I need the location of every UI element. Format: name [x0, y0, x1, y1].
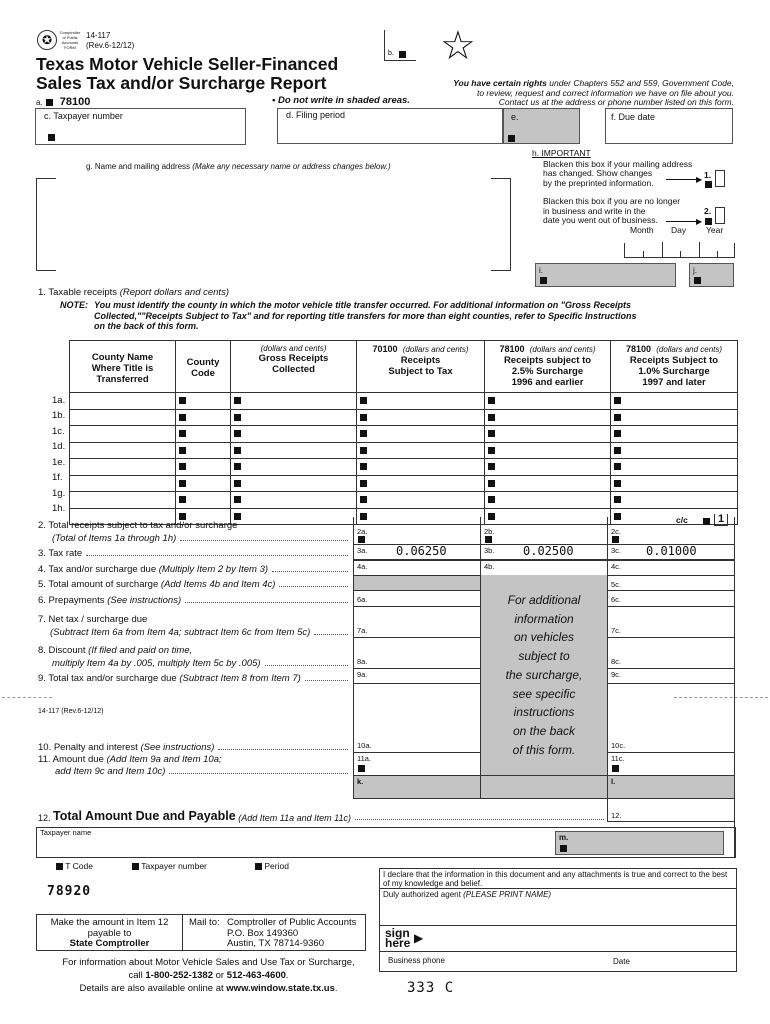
cell-5a-shaded: [353, 575, 481, 591]
surcharge-10-input[interactable]: [611, 393, 738, 410]
rights-notice: [453, 79, 734, 108]
line-7-label: 7. Net tax / surcharge due: [38, 614, 148, 625]
line-11-hint: add Item 9c and Item 10c): [38, 766, 350, 777]
cut-line-left: [2, 697, 52, 698]
address-changed-block: Blacken this box if your mailing address has changed. Show changes by the preprinted information. 1. ▶: [532, 160, 742, 189]
col-gross-receipts: (dollars and cents) Gross Receipts Collected: [231, 341, 357, 393]
mailing-address-area[interactable]: [36, 178, 511, 271]
form-number: 14-117: [86, 31, 111, 40]
address-changed-checkbox[interactable]: [715, 170, 725, 187]
taxpayer-name-label: Taxpayer name: [40, 828, 92, 837]
cell-9a[interactable]: 9a.: [353, 668, 481, 684]
phone-2: 512-463-4600: [226, 970, 286, 981]
line-9-label: 9. Total tax and/or surcharge due (Subtract Item 8 from Item 7): [38, 673, 350, 684]
field-e-label: e.: [511, 112, 519, 122]
col-surcharge-1-0: 78100 (dollars and cents) Receipts Subject to 1.0% Surcharge 1997 and later: [611, 341, 738, 393]
mailing-address-label-text: g. Name and mailing address: [86, 162, 191, 171]
table-row: [70, 492, 738, 509]
cc-value: 1: [714, 514, 728, 526]
field-b-box[interactable]: [384, 30, 416, 61]
field-j-marker: [694, 277, 701, 284]
agency-seal: [37, 30, 57, 50]
gross-receipts-input[interactable]: [231, 459, 357, 476]
cell-2a[interactable]: 2a.: [353, 517, 481, 545]
cell-6c[interactable]: 6c.: [607, 590, 735, 607]
cell-l-shaded: l.: [607, 775, 735, 799]
county-code-input[interactable]: [176, 426, 231, 443]
tax-rate-a: 0.06250: [396, 544, 447, 558]
county-name-input[interactable]: [70, 475, 176, 492]
agent-name-field[interactable]: Duly authorized agent (PLEASE PRINT NAME): [380, 889, 736, 926]
arrow-icon: [666, 221, 700, 222]
line-6-label: 6. Prepayments (See instructions): [38, 595, 350, 606]
line-2-hint: (Total of Items 1a through 1h): [38, 533, 350, 544]
surcharge-25-input[interactable]: [485, 475, 611, 492]
table-row: [70, 426, 738, 443]
field-e-marker: [508, 135, 515, 142]
out-of-business-checkbox[interactable]: [715, 207, 725, 224]
agency-logo-text: Comptroller of Public Accounts FORM: [59, 30, 81, 50]
arrow-head-icon: ▶: [696, 174, 703, 184]
due-date-label: f. Due date: [611, 112, 656, 122]
county-name-input[interactable]: [70, 492, 176, 509]
payable-to: Make the amount in Item 12 payable to State Comptroller: [37, 915, 183, 950]
declaration-text: I declare that the information in this document and any attachments is true and correct to the best of my knowledge and belief.: [380, 869, 736, 889]
gross-receipts-input[interactable]: [231, 426, 357, 443]
surcharge-25-input[interactable]: [485, 442, 611, 459]
surcharge-10-input[interactable]: [611, 426, 738, 443]
field-a-marker: [46, 99, 53, 106]
section-1-note: NOTE: You must identify the county in which the motor vehicle title transfer occurred. For additional information on "Gross Receipts Collected,""Receipts Subject to Tax" and for reporting title transfers for more than eight counties, refer to Specific Instructions on the back of this form.: [60, 300, 637, 331]
out-of-business-marker: [705, 218, 712, 225]
cell-3a: 3a. 0.06250: [353, 544, 481, 560]
cell-10a[interactable]: 10a.: [353, 683, 481, 753]
cell-3b: 3b. 0.02500: [480, 544, 608, 560]
cell-7a[interactable]: 7a.: [353, 606, 481, 638]
important-heading: h. IMPORTANT: [532, 148, 591, 158]
rights-line-3: Contact us at the address or phone number listed on this form.: [498, 97, 734, 107]
cell-2c[interactable]: c/c 1 2c.: [607, 517, 735, 545]
filing-period-field[interactable]: [277, 108, 503, 144]
cell-2b[interactable]: 2b.: [480, 517, 608, 545]
out-of-business-block: Blacken this box if you are no longer in business and write in the date you went out of business. 2. ▶: [532, 197, 742, 226]
line-8-hint: multiply Item 4a by .005, multiply Item 5c by .005): [38, 658, 350, 669]
page-title: [36, 55, 338, 93]
surcharge-10-input[interactable]: [611, 475, 738, 492]
table-row: [70, 393, 738, 410]
tcode-value: 78920: [47, 884, 92, 899]
col-county-name: County Name Where Title is Transferred: [70, 341, 176, 393]
receipts-tax-input[interactable]: [357, 459, 485, 476]
cc-label: c/c: [676, 515, 688, 525]
out-of-business-date-field[interactable]: [624, 243, 735, 258]
important-section: [532, 149, 742, 238]
cell-kl-middle-shaded: [480, 775, 608, 799]
arrow-icon: [666, 179, 700, 180]
county-code-input[interactable]: [176, 393, 231, 410]
cell-6a[interactable]: 6a.: [353, 590, 481, 607]
receipts-tax-input[interactable]: [357, 426, 485, 443]
surcharge-info-panel: For additional information on vehicles subject to the surcharge, see specific instructions on the back of this form.: [480, 575, 608, 776]
address-changed-marker: [705, 181, 712, 188]
star-icon: ☆: [440, 24, 476, 68]
shaded-notice: • Do not write in shaded areas.: [272, 95, 410, 106]
field-m-shaded: [555, 831, 724, 855]
section-1-title: 1. Taxable receipts (Report dollars and cents): [38, 287, 229, 298]
receipts-tax-input[interactable]: [357, 492, 485, 509]
rights-line-1: under Chapters 552 and 559, Government Code,: [546, 78, 734, 88]
taxpayer-number-label: c. Taxpayer number: [44, 111, 123, 121]
business-phone-label[interactable]: Business phone: [388, 956, 445, 965]
surcharge-10-input[interactable]: [611, 492, 738, 509]
contact-info: For information about Motor Vehicle Sales and Use Tax or Surcharge, call 1-800-252-1382 or 512-463-4600. Details are also available online at www.window.state.tx.us.: [62, 957, 355, 994]
col-county-code: County Code: [176, 341, 231, 393]
county-code-input[interactable]: [176, 475, 231, 492]
receipts-tax-input[interactable]: [357, 409, 485, 426]
field-i-shaded: [535, 263, 676, 287]
cell-8a[interactable]: 8a.: [353, 637, 481, 669]
line-4-label: 4. Tax and/or surcharge due (Multiply Item 2 by Item 3): [38, 564, 350, 575]
tax-rate-b: 0.02500: [523, 544, 574, 558]
arrow-head-icon: ▶: [696, 217, 703, 226]
field-a-label: a.: [36, 98, 43, 107]
field-b-label: b.: [388, 50, 394, 57]
tax-rate-c: 0.01000: [646, 544, 697, 558]
line-5-label: 5. Total amount of surcharge (Add Items 4b and Item 4c): [38, 579, 350, 590]
surcharge-25-input[interactable]: [485, 492, 611, 509]
line-8-label: 8. Discount (If filed and paid on time,: [38, 645, 193, 656]
rights-bold: You have certain rights: [453, 78, 547, 88]
line-10-label: 10. Penalty and interest (See instructions): [38, 742, 350, 753]
table-row: [70, 475, 738, 492]
col-receipts-subject-to-tax: 70100 (dollars and cents) Receipts Subject to Tax: [357, 341, 485, 393]
field-b-marker: [399, 51, 406, 58]
declaration-box: [379, 868, 737, 972]
field-j-label: j.: [693, 266, 697, 275]
county-name-input[interactable]: [70, 426, 176, 443]
surcharge-25-input[interactable]: [485, 426, 611, 443]
address-bracket-left: [36, 178, 56, 271]
field-i-label: i.: [539, 266, 543, 275]
surcharge-25-input[interactable]: [485, 393, 611, 410]
title-line-2: Sales Tax and/or Surcharge Report: [36, 73, 327, 93]
cell-3c: 3c. 0.01000: [607, 544, 735, 560]
barcode-text: 333 C: [407, 980, 455, 996]
field-m-marker: [560, 845, 567, 852]
cell-11c[interactable]: 11c.: [607, 752, 735, 776]
table-header-row: [70, 341, 738, 393]
form-revision-mid: 14-117 (Rev.6-12/12): [38, 708, 104, 715]
taxpayer-number-field[interactable]: [35, 108, 246, 145]
website-link[interactable]: www.window.state.tx.us: [226, 983, 335, 994]
cell-9c[interactable]: 9c.: [607, 668, 735, 684]
taxpayer-number-marker: [48, 134, 55, 141]
phone-date-row: [380, 952, 736, 970]
cell-10c[interactable]: 10c.: [607, 683, 735, 753]
field-j-shaded: [689, 263, 734, 287]
surcharge-25-input[interactable]: [485, 409, 611, 426]
gross-receipts-input[interactable]: [231, 442, 357, 459]
due-date-field[interactable]: [605, 108, 733, 144]
sign-arrow-icon: ▶: [414, 931, 424, 945]
county-name-input[interactable]: [70, 442, 176, 459]
title-line-1: Texas Motor Vehicle Seller-Financed: [36, 54, 339, 74]
mailing-address-label: [86, 162, 391, 171]
cell-12[interactable]: 12.: [607, 798, 735, 822]
county-name-input[interactable]: [70, 409, 176, 426]
filing-period-label: d. Filing period: [286, 110, 346, 120]
surcharge-10-input[interactable]: [611, 409, 738, 426]
signature-field[interactable]: [380, 926, 736, 952]
cell-8c[interactable]: 8c.: [607, 637, 735, 669]
cell-7c[interactable]: 7c.: [607, 606, 735, 638]
surcharge-25-input[interactable]: [485, 459, 611, 476]
gross-receipts-input[interactable]: [231, 393, 357, 410]
line-7-hint: (Subtract Item 6a from Item 4a; subtract Item 6c from Item 5c): [38, 627, 350, 638]
gross-receipts-input[interactable]: [231, 475, 357, 492]
county-code-input[interactable]: [176, 409, 231, 426]
date-label[interactable]: Date: [613, 957, 630, 966]
receipts-tax-input[interactable]: [357, 442, 485, 459]
col-surcharge-2-5: 78100 (dollars and cents) Receipts subject to 2.5% Surcharge 1996 and earlier: [485, 341, 611, 393]
phone-1: 1-800-252-1382: [145, 970, 213, 981]
cell-5c[interactable]: 5c.: [607, 575, 735, 591]
cell-4a[interactable]: 4a.: [353, 560, 481, 576]
county-code-input[interactable]: [176, 442, 231, 459]
address-bracket-right: [491, 178, 511, 271]
payable-box: [36, 914, 366, 951]
line-3-label: 3. Tax rate: [38, 548, 350, 559]
gross-receipts-input[interactable]: [231, 492, 357, 509]
county-code-input[interactable]: [176, 459, 231, 476]
table-row: [70, 459, 738, 476]
form-revision: (Rev.6-12/12): [86, 41, 135, 50]
cell-k-shaded: k.: [353, 775, 481, 799]
line-12-label: 12. Total Amount Due and Payable (Add Item 11a and Item 11c): [38, 809, 606, 823]
rights-line-2: to review, request and correct information we have on file about you.: [476, 87, 734, 98]
field-e-shaded: [503, 108, 580, 144]
field-a-value: 78100: [59, 96, 91, 108]
receipts-tax-input[interactable]: [357, 475, 485, 492]
table-row: [70, 409, 738, 426]
cc-marker: [703, 518, 710, 525]
surcharge-10-input[interactable]: [611, 442, 738, 459]
sign-here-label: sign here: [385, 926, 411, 950]
cell-11a[interactable]: 11a.: [353, 752, 481, 776]
table-row: [70, 442, 738, 459]
taxable-receipts-table: [69, 340, 738, 525]
line-11-label: 11. Amount due (Add Item 9a and Item 10a;: [38, 754, 222, 765]
cell-4b[interactable]: 4b.: [480, 560, 608, 576]
gross-receipts-input[interactable]: [231, 409, 357, 426]
field-i-marker: [540, 277, 547, 284]
taxpayer-number-footer-label: Taxpayer number: [132, 861, 207, 871]
mailing-instructions: Mail to: Comptroller of Public Accounts P.O. Box 149360 Austin, TX 78714-9360: [189, 917, 357, 949]
county-name-input[interactable]: [70, 459, 176, 476]
date-labels: Month Day Year: [630, 224, 724, 235]
receipts-tax-input[interactable]: [357, 393, 485, 410]
star-seal-icon: ✪: [41, 33, 53, 47]
period-label: Period: [255, 861, 289, 871]
county-code-input[interactable]: [176, 492, 231, 509]
cell-4c[interactable]: 4c.: [607, 560, 735, 576]
line-2-label: 2. Total receipts subject to tax and/or surcharge: [38, 520, 238, 531]
tcode-label: T Code: [56, 861, 93, 871]
surcharge-10-input[interactable]: [611, 459, 738, 476]
county-name-input[interactable]: [70, 393, 176, 410]
field-a: [36, 96, 90, 108]
field-m-label: m.: [559, 833, 569, 842]
mailing-address-hint: (Make any necessary name or address changes below.): [192, 162, 391, 171]
